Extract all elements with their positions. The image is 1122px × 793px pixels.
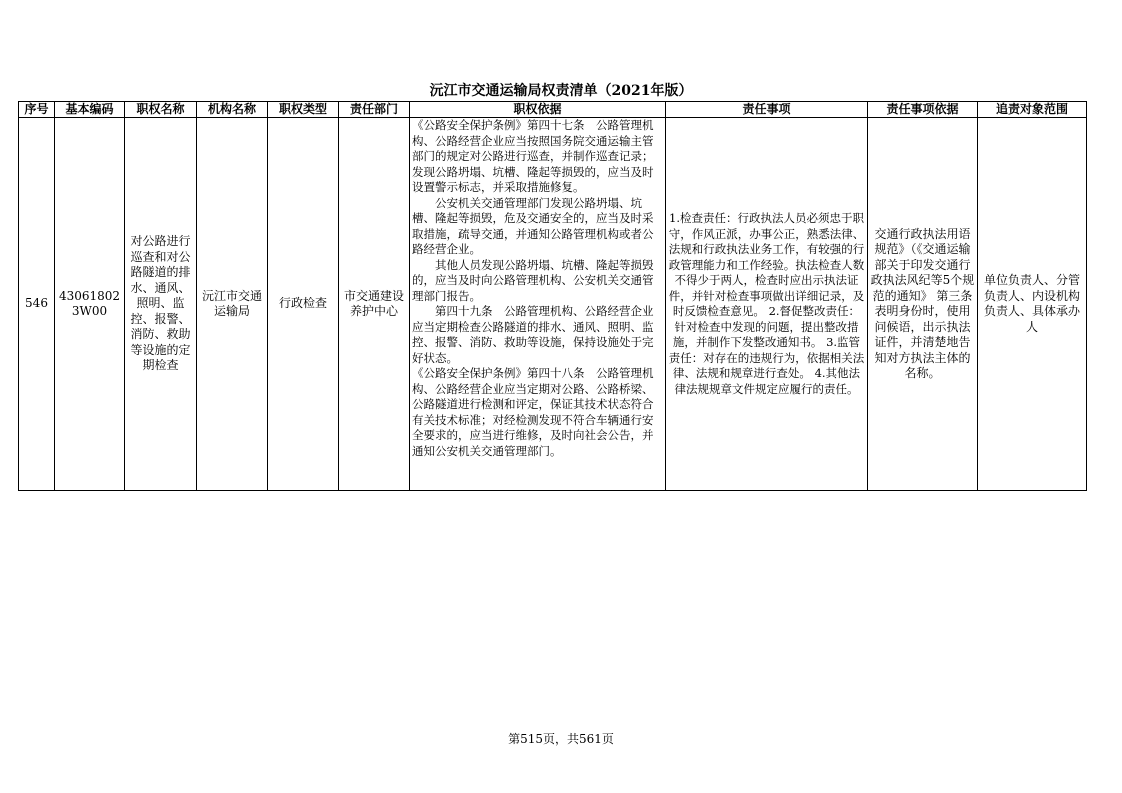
cell-duty xyxy=(666,118,868,491)
basis-paragraph: 《公路安全保护条例》第四十八条 公路管理机构、公路经营企业应当定期对公路、公路桥梁、公路隧道进行检测和评定，保证其技术状态符合有关技术标准；对经检测发现不符合车辆通行安全要求的，应当进行维修，及时向社会公告，并通知公安机关交通管理部门。 xyxy=(412,366,654,458)
col-header-scope: 追责对象范围 xyxy=(978,102,1087,118)
basis-paragraph: 公安机关交通管理部门发现公路坍塌、坑槽、隆起等损毁，危及交通安全的，应当及时采取措施，疏导交通，并通知公路管理机构或者公路经营企业。 xyxy=(412,195,654,256)
page-title: 沅江市交通运输局权责清单（2021年版） xyxy=(429,83,693,99)
table-row xyxy=(19,118,1087,491)
cell-seq: 546 xyxy=(19,118,55,491)
cell-type: 行政检查 xyxy=(268,118,339,491)
duty-list-table xyxy=(18,101,1087,491)
cell-org: 沅江市交通运输局 xyxy=(197,118,268,491)
col-header-seq: 序号 xyxy=(19,102,55,118)
cell-name: 对公路进行巡查和对公路隧道的排水、通风、照明、监控、报警、消防、救助等设施的定期检查 xyxy=(125,118,197,491)
cell-dept: 市交通建设养护中心 xyxy=(339,118,410,491)
cell-basis xyxy=(410,118,666,491)
col-header-code: 基本编码 xyxy=(55,102,125,118)
cell-scope: 单位负责人、分管负责人、内设机构负责人、具体承办人 xyxy=(978,118,1087,491)
cell-code xyxy=(55,118,125,491)
table-header-row xyxy=(19,102,1087,118)
col-header-dept: 责任部门 xyxy=(339,102,410,118)
basis-text xyxy=(412,118,663,490)
basis-paragraph: 《公路安全保护条例》第四十七条 公路管理机构、公路经营企业应当按照国务院交通运输主管部门的规定对公路进行巡查，并制作巡查记录；发现公路坍塌、坑槽、隆起等损毁的，应当及时设置警示标志，并采取措施修复。 xyxy=(412,118,654,194)
basis-paragraph: 第四十九条 公路管理机构、公路经营企业应当定期检查公路隧道的排水、通风、照明、监控、报警、消防、救助等设施，保持设施处于完好状态。 xyxy=(412,304,654,365)
code-text: 430618023W00 xyxy=(58,288,121,318)
col-header-name: 职权名称 xyxy=(125,102,197,118)
col-header-duty: 责任事项 xyxy=(666,102,868,118)
duty-text: 1.检查责任：行政执法人员必须忠于职守，作风正派，办事公正，熟悉法律、法规和行政执法业务工作，有较强的行政管理能力和工作经验。执法检查人数不得少于两人，检查时应出示执法证件，并针对检查事项做出详细记录，及时反馈检查意见。 2.督促整改责任：针对检查中发现的问题，提出整改措施，并制作下发整改通知书。 3.监管责任：对存在的违规行为，依据相关法律、法规和规章进行查处。 4.其他法律法规规章文件规定应履行的责任。 xyxy=(668,211,865,396)
basis-paragraph: 其他人员发现公路坍塌、坑槽、隆起等损毁的，应当及时向公路管理机构、公安机关交通管理部门报告。 xyxy=(412,257,654,303)
cell-duty-basis: 交通行政执法用语规范》（《交通运输部关于印发交通行政执法风纪等5个规范的通知》 第三条 表明身份时，使用问候语，出示执法证件，并清楚地告知对方执法主体的名称。 xyxy=(868,118,978,491)
col-header-type: 职权类型 xyxy=(268,102,339,118)
col-header-org: 机构名称 xyxy=(197,102,268,118)
col-header-duty-basis: 责任事项依据 xyxy=(868,102,978,118)
col-header-basis: 职权依据 xyxy=(410,102,666,118)
page-number: 第515页，共561页 xyxy=(508,732,614,746)
